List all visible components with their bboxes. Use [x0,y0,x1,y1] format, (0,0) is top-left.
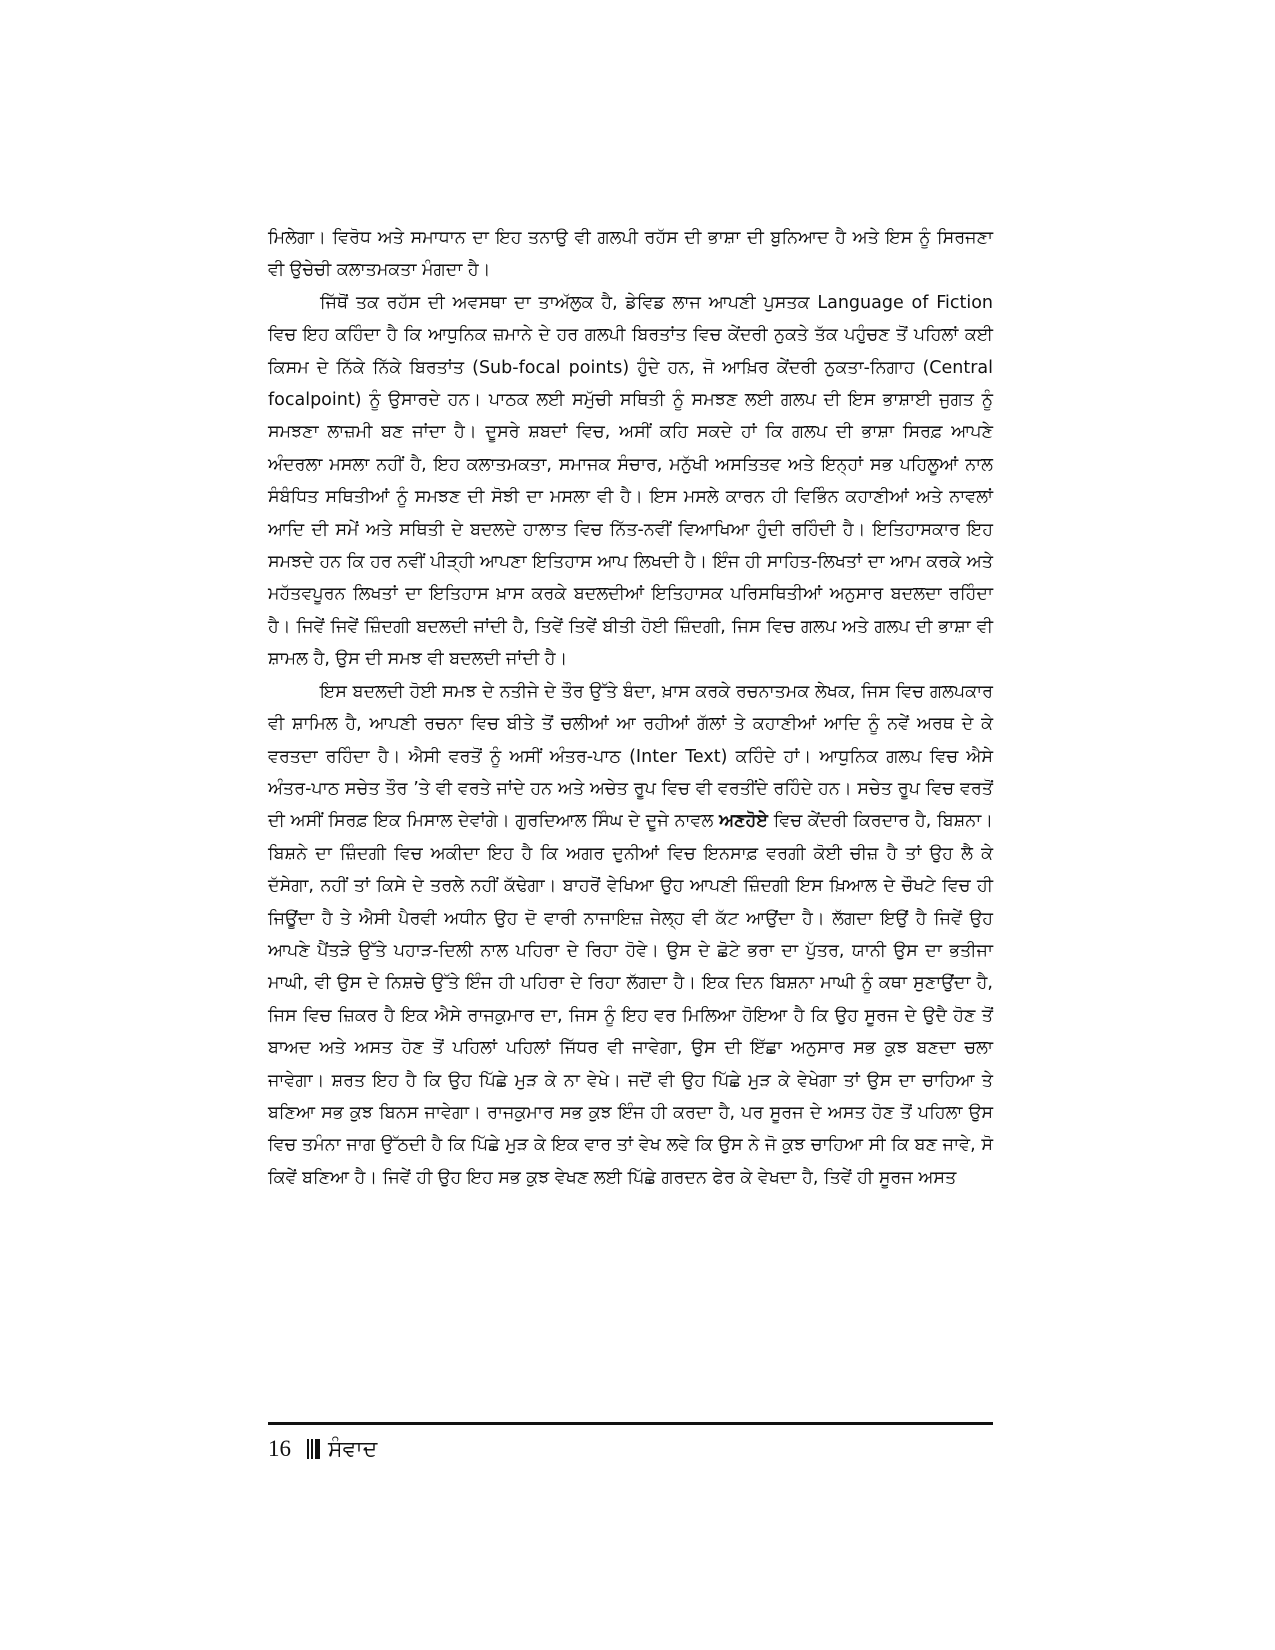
paragraph-rahas: ਜਿੱਥੋਂ ਤਕ ਰਹੱਸ ਦੀ ਅਵਸਥਾ ਦਾ ਤਾਅੱਲੁਕ ਹੈ, ਡੇਵਿਡ ਲਾਜ ਆਪਣੀ ਪੁਸਤਕ Language of Fiction ਵਿਚ ਇਹ ਕਹਿੰਦਾ ਹੈ ਕਿ ਆਧੁਨਿਕ ਜ਼ਮਾਨੇ ਦੇ ਹਰ ਗਲਪੀ ਬਿਰਤਾਂਤ ਵਿਚ ਕੇਂਦਰੀ ਨੁਕਤੇ ਤੱਕ ਪਹੁੰਚਣ ਤੋਂ ਪਹਿਲਾਂ ਕਈ ਕਿਸਮ ਦੇ ਨਿੱਕੇ ਨਿੱਕੇ ਬਿਰਤਾਂਤ (Sub-focal points) ਹੁੰਦੇ ਹਨ, ਜੋ ਆਖ਼ਿਰ ਕੇਂਦਰੀ ਨੁਕਤਾ-ਨਿਗਾਹ (Central focalpoint) ਨੂੰ ਉਸਾਰਦੇ ਹਨ। ਪਾਠਕ ਲਈ ਸਮੁੱਚੀ ਸਥਿਤੀ ਨੂੰ ਸਮਝਣ ਲਈ ਗਲਪ ਦੀ ਇਸ ਭਾਸ਼ਾਈ ਜੁਗਤ ਨੂੰ ਸਮਝਣਾ ਲਾਜ਼ਮੀ ਬਣ ਜਾਂਦਾ ਹੈ। ਦੂਸਰੇ ਸ਼ਬਦਾਂ ਵਿਚ, ਅਸੀਂ ਕਹਿ ਸਕਦੇ ਹਾਂ ਕਿ ਗਲਪ ਦੀ ਭਾਸ਼ਾ ਸਿਰਫ਼ ਆਪਣੇ ਅੰਦਰਲਾ ਮਸਲਾ ਨਹੀਂ ਹੈ, ਇਹ ਕਲਾਤਮਕਤਾ, ਸਮਾਜਕ ਸੰਚਾਰ, ਮਨੁੱਖੀ ਅਸਤਿਤਵ ਅਤੇ ਇਨ੍ਹਾਂ ਸਭ ਪਹਿਲੂਆਂ ਨਾਲ ਸੰਬੰਧਿਤ ਸਥਿਤੀਆਂ ਨੂੰ ਸਮਝਣ ਦੀ ਸੋਝੀ ਦਾ ਮਸਲਾ ਵੀ ਹੈ। ਇਸ ਮਸਲੇ ਕਾਰਨ ਹੀ ਵਿਭਿੰਨ ਕਹਾਣੀਆਂ ਅਤੇ ਨਾਵਲਾਂ ਆਦਿ ਦੀ ਸਮੇਂ ਅਤੇ ਸਥਿਤੀ ਦੇ ਬਦਲਦੇ ਹਾਲਾਤ ਵਿਚ ਨਿੱਤ-ਨਵੀਂ ਵਿਆਖਿਆ ਹੁੰਦੀ ਰਹਿੰਦੀ ਹੈ। ਇਤਿਹਾਸਕਾਰ ਇਹ ਸਮਝਦੇ ਹਨ ਕਿ ਹਰ ਨਵੀਂ ਪੀੜ੍ਹੀ ਆਪਣਾ ਇਤਿਹਾਸ ਆਪ ਲਿਖਦੀ ਹੈ। ਇੰਜ ਹੀ ਸਾਹਿਤ-ਲਿਖਤਾਂ ਦਾ ਆਮ ਕਰਕੇ ਅਤੇ ਮਹੱਤਵਪੂਰਨ ਲਿਖਤਾਂ ਦਾ ਇਤਿਹਾਸ ਖ਼ਾਸ ਕਰਕੇ ਬਦਲਦੀਆਂ ਇਤਿਹਾਸਕ ਪਰਿਸਥਿਤੀਆਂ ਅਨੁਸਾਰ ਬਦਲਦਾ ਰਹਿੰਦਾ ਹੈ। ਜਿਵੇਂ ਜਿਵੇਂ ਜ਼ਿੰਦਗੀ ਬਦਲਦੀ ਜਾਂਦੀ ਹੈ, ਤਿਵੇਂ ਤਿਵੇਂ ਬੀਤੀ ਹੋਈ ਜ਼ਿੰਦਗੀ, ਜਿਸ ਵਿਚ ਗਲਪ ਅਤੇ ਗਲਪ ਦੀ ਭਾਸ਼ਾ ਵੀ ਸ਼ਾਮਲ ਹੈ, ਉਸ ਦੀ ਸਮਝ ਵੀ ਬਦਲਦੀ ਜਾਂਦੀ ਹੈ। [268,292,993,670]
footer-rule [268,1422,993,1425]
journal-name: ਸੰਵਾਦ [328,1436,378,1462]
bars-ornament-icon [307,1439,322,1459]
paragraph-continuation: ਮਿਲੇਗਾ। ਵਿਰੋਧ ਅਤੇ ਸਮਾਧਾਨ ਦਾ ਇਹ ਤਨਾਉ ਵੀ ਗਲਪੀ ਰਹੱਸ ਦੀ ਭਾਸ਼ਾ ਦੀ ਬੁਨਿਆਦ ਹੈ ਅਤੇ ਇਸ ਨੂੰ ਸਿਰਜਣਾ ਵੀ ਉਚੇਚੀ ਕਲਾਤਮਕਤਾ ਮੰਗਦਾ ਹੈ। [268,228,993,281]
paragraph-text-before-title: ਇਸ ਬਦਲਦੀ ਹੋਈ ਸਮਝ ਦੇ ਨਤੀਜੇ ਦੇ ਤੌਰ ਉੱਤੇ ਬੰਦਾ, ਖ਼ਾਸ ਕਰਕੇ ਰਚਨਾਤਮਕ ਲੇਖਕ, ਜਿਸ ਵਿਚ ਗਲਪਕਾਰ ਵੀ ਸ਼ਾਮਿਲ ਹੈ, ਆਪਣੀ ਰਚਨਾ ਵਿਚ ਬੀਤੇ ਤੋਂ ਚਲੀਆਂ ਆ ਰਹੀਆਂ ਗੱਲਾਂ ਤੇ ਕਹਾਣੀਆਂ ਆਦਿ ਨੂੰ ਨਵੇਂ ਅਰਥ ਦੇ ਕੇ ਵਰਤਦਾ ਰਹਿੰਦਾ ਹੈ। ਐਸੀ ਵਰਤੋਂ ਨੂੰ ਅਸੀਂ ਅੰਤਰ-ਪਾਠ (Inter Text) ਕਹਿੰਦੇ ਹਾਂ। ਆਧੁਨਿਕ ਗਲਪ ਵਿਚ ਐਸੇ ਅੰਤਰ-ਪਾਠ ਸਚੇਤ ਤੌਰ ’ਤੇ ਵੀ ਵਰਤੇ ਜਾਂਦੇ ਹਨ ਅਤੇ ਅਚੇਤ ਰੂਪ ਵਿਚ ਵੀ ਵਰਤੀਂਦੇ ਰਹਿੰਦੇ ਹਨ। ਸਚੇਤ ਰੂਪ ਵਿਚ ਵਰਤੋਂ ਦੀ ਅਸੀਂ ਸਿਰਫ਼ ਇਕ ਮਿਸਾਲ ਦੇਵਾਂਗੇ। ਗੁਰਦਿਆਲ ਸਿੰਘ ਦੇ ਦੂਜੇ ਨਾਵਲ [268,681,993,832]
novel-title: ਅਣਹੋਏ [719,811,768,832]
paragraph-inter-text [268,676,993,1195]
page-number: 16 [268,1436,291,1461]
paragraph-text-after-title: ਵਿਚ ਕੇਂਦਰੀ ਕਿਰਦਾਰ ਹੈ, ਬਿਸ਼ਨਾ। ਬਿਸ਼ਨੇ ਦਾ ਜ਼ਿੰਦਗੀ ਵਿਚ ਅਕੀਦਾ ਇਹ ਹੈ ਕਿ ਅਗਰ ਦੁਨੀਆਂ ਵਿਚ ਇਨਸਾਫ਼ ਵਰਗੀ ਕੋਈ ਚੀਜ਼ ਹੈ ਤਾਂ ਉਹ ਲੈ ਕੇ ਦੱਸੇਗਾ, ਨਹੀਂ ਤਾਂ ਕਿਸੇ ਦੇ ਤਰਲੇ ਨਹੀਂ ਕੱਢੇਗਾ। ਬਾਹਰੋਂ ਵੇਖਿਆ ਉਹ ਆਪਣੀ ਜ਼ਿੰਦਗੀ ਇਸ ਖ਼ਿਆਲ ਦੇ ਚੌਖਟੇ ਵਿਚ ਹੀ ਜਿਊਂਦਾ ਹੈ ਤੇ ਐਸੀ ਪੈਰਵੀ ਅਧੀਨ ਉਹ ਦੋ ਵਾਰੀ ਨਾਜਾਇਜ਼ ਜੇਲ੍ਹ ਵੀ ਕੱਟ ਆਉਂਦਾ ਹੈ। ਲੱਗਦਾ ਇਉਂ ਹੈ ਜਿਵੇਂ ਉਹ ਆਪਣੇ ਪੈਂਤੜੇ ਉੱਤੇ ਪਹਾੜ-ਦਿਲੀ ਨਾਲ ਪਹਿਰਾ ਦੇ ਰਿਹਾ ਹੋਵੇ। ਉਸ ਦੇ ਛੋਟੇ ਭਰਾ ਦਾ ਪੁੱਤਰ, ਯਾਨੀ ਉਸ ਦਾ ਭਤੀਜਾ ਮਾਘੀ, ਵੀ ਉਸ ਦੇ ਨਿਸ਼ਚੇ ਉੱਤੇ ਇੰਜ ਹੀ ਪਹਿਰਾ ਦੇ ਰਿਹਾ ਲੱਗਦਾ ਹੈ। ਇਕ ਦਿਨ ਬਿਸ਼ਨਾ ਮਾਘੀ ਨੂੰ ਕਥਾ ਸੁਣਾਉਂਦਾ ਹੈ, ਜਿਸ ਵਿਚ ਜ਼ਿਕਰ ਹੈ ਇਕ ਐਸੇ ਰਾਜਕੁਮਾਰ ਦਾ, ਜਿਸ ਨੂੰ ਇਹ ਵਰ ਮਿਲਿਆ ਹੋਇਆ ਹੈ ਕਿ ਉਹ ਸੂਰਜ ਦੇ ਉਦੈ ਹੋਣ ਤੋਂ ਬਾਅਦ ਅਤੇ ਅਸਤ ਹੋਣ ਤੋਂ ਪਹਿਲਾਂ ਪਹਿਲਾਂ ਜਿੱਧਰ ਵੀ ਜਾਵੇਗਾ, ਉਸ ਦੀ ਇੱਛਾ ਅਨੁਸਾਰ ਸਭ ਕੁਝ ਬਣਦਾ ਚਲਾ ਜਾਵੇਗਾ। ਸ਼ਰਤ ਇਹ ਹੈ ਕਿ ਉਹ ਪਿੱਛੇ ਮੁੜ ਕੇ ਨਾ ਵੇਖੇ। ਜਦੋਂ ਵੀ ਉਹ ਪਿੱਛੇ ਮੁੜ ਕੇ ਵੇਖੇਗਾ ਤਾਂ ਉਸ ਦਾ ਚਾਹਿਆ ਤੇ ਬਣਿਆ ਸਭ ਕੁਝ ਬਿਨਸ ਜਾਵੇਗਾ। ਰਾਜਕੁਮਾਰ ਸਭ ਕੁਝ ਇੰਜ ਹੀ ਕਰਦਾ ਹੈ, ਪਰ ਸੂਰਜ ਦੇ ਅਸਤ ਹੋਣ ਤੋਂ ਪਹਿਲਾ ਉਸ ਵਿਚ ਤਮੰਨਾ ਜਾਗ ਉੱਠਦੀ ਹੈ ਕਿ ਪਿੱਛੇ ਮੁੜ ਕੇ ਇਕ ਵਾਰ ਤਾਂ ਵੇਖ ਲਵੇ ਕਿ ਉਸ ਨੇ ਜੋ ਕੁਝ ਚਾਹਿਆ ਸੀ ਕਿ ਬਣ ਜਾਵੇ, ਸੋ ਕਿਵੇਂ ਬਣਿਆ ਹੈ। ਜਿਵੇਂ ਹੀ ਉਹ ਇਹ ਸਭ ਕੁਝ ਵੇਖਣ ਲਈ ਪਿੱਛੇ ਗਰਦਨ ਫੇਰ ਕੇ ਵੇਖਦਾ ਹੈ, ਤਿਵੇਂ ਹੀ ਸੂਰਜ ਅਸਤ [268,811,994,1188]
body-text [268,222,993,1194]
page-footer [268,1432,377,1466]
